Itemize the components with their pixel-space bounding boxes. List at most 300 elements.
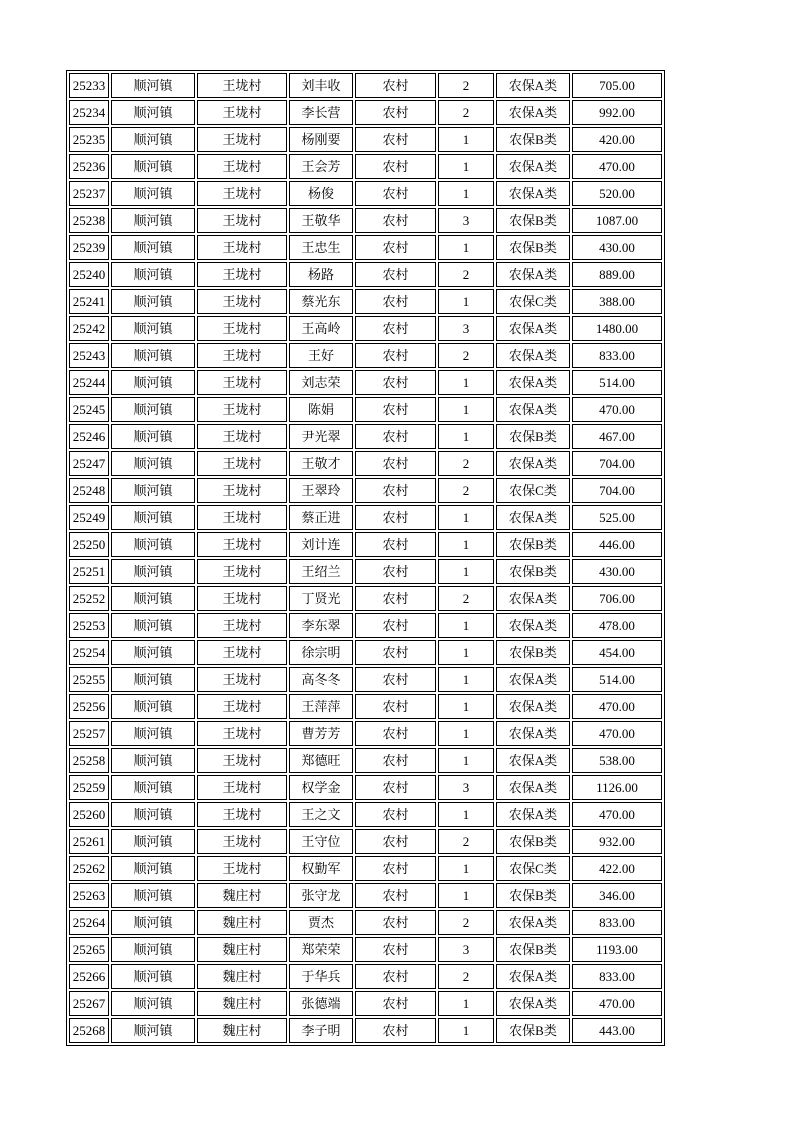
insurance-category-cell: 农保B类 xyxy=(496,235,570,260)
record-number-cell: 25246 xyxy=(69,424,109,449)
amount-cell: 889.00 xyxy=(572,262,662,287)
village-cell: 魏庄村 xyxy=(197,991,287,1016)
insurance-category-cell: 农保A类 xyxy=(496,262,570,287)
village-cell: 王垅村 xyxy=(197,802,287,827)
insurance-category-cell: 农保A类 xyxy=(496,721,570,746)
table-row xyxy=(69,937,662,962)
amount-cell: 430.00 xyxy=(572,235,662,260)
person-count-cell: 1 xyxy=(438,694,494,719)
record-number-cell: 25250 xyxy=(69,532,109,557)
village-cell: 王垅村 xyxy=(197,451,287,476)
town-cell: 顺河镇 xyxy=(111,640,195,665)
amount-cell: 470.00 xyxy=(572,694,662,719)
table-row xyxy=(69,316,662,341)
person-name-cell: 王敬华 xyxy=(289,208,353,233)
record-number-cell: 25258 xyxy=(69,748,109,773)
person-name-cell: 王绍兰 xyxy=(289,559,353,584)
village-cell: 王垅村 xyxy=(197,505,287,530)
table-row xyxy=(69,262,662,287)
town-cell: 顺河镇 xyxy=(111,775,195,800)
person-name-cell: 王守位 xyxy=(289,829,353,854)
insurance-category-cell: 农保C类 xyxy=(496,478,570,503)
person-count-cell: 1 xyxy=(438,640,494,665)
record-number-cell: 25240 xyxy=(69,262,109,287)
town-cell: 顺河镇 xyxy=(111,370,195,395)
town-cell: 顺河镇 xyxy=(111,559,195,584)
person-name-cell: 刘志荣 xyxy=(289,370,353,395)
amount-cell: 520.00 xyxy=(572,181,662,206)
table-row xyxy=(69,73,662,98)
residence-type-cell: 农村 xyxy=(355,73,436,98)
insurance-category-cell: 农保A类 xyxy=(496,964,570,989)
insurance-category-cell: 农保A类 xyxy=(496,397,570,422)
residence-type-cell: 农村 xyxy=(355,559,436,584)
residence-type-cell: 农村 xyxy=(355,1018,436,1043)
record-number-cell: 25256 xyxy=(69,694,109,719)
record-number-cell: 25262 xyxy=(69,856,109,881)
insurance-category-cell: 农保B类 xyxy=(496,208,570,233)
amount-cell: 422.00 xyxy=(572,856,662,881)
person-count-cell: 2 xyxy=(438,586,494,611)
person-name-cell: 张德端 xyxy=(289,991,353,1016)
record-number-cell: 25241 xyxy=(69,289,109,314)
insurance-category-cell: 农保A类 xyxy=(496,505,570,530)
residence-type-cell: 农村 xyxy=(355,640,436,665)
village-cell: 王垅村 xyxy=(197,181,287,206)
person-count-cell: 1 xyxy=(438,424,494,449)
insurance-category-cell: 农保A类 xyxy=(496,316,570,341)
residence-type-cell: 农村 xyxy=(355,316,436,341)
town-cell: 顺河镇 xyxy=(111,1018,195,1043)
amount-cell: 704.00 xyxy=(572,478,662,503)
person-count-cell: 2 xyxy=(438,73,494,98)
person-name-cell: 杨刚要 xyxy=(289,127,353,152)
table-row xyxy=(69,694,662,719)
insurance-category-cell: 农保B类 xyxy=(496,640,570,665)
town-cell: 顺河镇 xyxy=(111,937,195,962)
insurance-category-cell: 农保A类 xyxy=(496,991,570,1016)
residence-type-cell: 农村 xyxy=(355,991,436,1016)
amount-cell: 346.00 xyxy=(572,883,662,908)
residence-type-cell: 农村 xyxy=(355,154,436,179)
amount-cell: 705.00 xyxy=(572,73,662,98)
table-row xyxy=(69,478,662,503)
person-count-cell: 1 xyxy=(438,721,494,746)
person-name-cell: 王之文 xyxy=(289,802,353,827)
village-cell: 王垅村 xyxy=(197,856,287,881)
record-number-cell: 25235 xyxy=(69,127,109,152)
person-count-cell: 2 xyxy=(438,343,494,368)
record-number-cell: 25257 xyxy=(69,721,109,746)
record-number-cell: 25239 xyxy=(69,235,109,260)
residence-type-cell: 农村 xyxy=(355,775,436,800)
residence-type-cell: 农村 xyxy=(355,586,436,611)
village-cell: 魏庄村 xyxy=(197,964,287,989)
person-count-cell: 3 xyxy=(438,208,494,233)
village-cell: 王垅村 xyxy=(197,478,287,503)
amount-cell: 1087.00 xyxy=(572,208,662,233)
town-cell: 顺河镇 xyxy=(111,802,195,827)
table-row xyxy=(69,343,662,368)
village-cell: 王垅村 xyxy=(197,235,287,260)
table-row xyxy=(69,127,662,152)
town-cell: 顺河镇 xyxy=(111,154,195,179)
record-number-cell: 25260 xyxy=(69,802,109,827)
insurance-category-cell: 农保A类 xyxy=(496,667,570,692)
record-number-cell: 25254 xyxy=(69,640,109,665)
amount-cell: 430.00 xyxy=(572,559,662,584)
person-name-cell: 王会芳 xyxy=(289,154,353,179)
amount-cell: 470.00 xyxy=(572,802,662,827)
amount-cell: 470.00 xyxy=(572,154,662,179)
person-count-cell: 2 xyxy=(438,910,494,935)
residence-type-cell: 农村 xyxy=(355,667,436,692)
person-name-cell: 蔡正进 xyxy=(289,505,353,530)
insurance-category-cell: 农保B类 xyxy=(496,1018,570,1043)
table-row xyxy=(69,100,662,125)
insurance-category-cell: 农保B类 xyxy=(496,883,570,908)
amount-cell: 833.00 xyxy=(572,964,662,989)
table-row xyxy=(69,181,662,206)
record-number-cell: 25243 xyxy=(69,343,109,368)
amount-cell: 446.00 xyxy=(572,532,662,557)
town-cell: 顺河镇 xyxy=(111,964,195,989)
town-cell: 顺河镇 xyxy=(111,208,195,233)
person-count-cell: 2 xyxy=(438,478,494,503)
village-cell: 魏庄村 xyxy=(197,937,287,962)
record-number-cell: 25261 xyxy=(69,829,109,854)
amount-cell: 833.00 xyxy=(572,343,662,368)
insurance-category-cell: 农保C类 xyxy=(496,856,570,881)
residence-type-cell: 农村 xyxy=(355,343,436,368)
record-number-cell: 25234 xyxy=(69,100,109,125)
person-name-cell: 权学金 xyxy=(289,775,353,800)
insurance-category-cell: 农保A类 xyxy=(496,775,570,800)
table-row xyxy=(69,667,662,692)
village-cell: 王垅村 xyxy=(197,748,287,773)
insurance-category-cell: 农保A类 xyxy=(496,73,570,98)
town-cell: 顺河镇 xyxy=(111,451,195,476)
town-cell: 顺河镇 xyxy=(111,694,195,719)
person-count-cell: 3 xyxy=(438,316,494,341)
table-row xyxy=(69,235,662,260)
person-count-cell: 1 xyxy=(438,532,494,557)
record-number-cell: 25263 xyxy=(69,883,109,908)
person-name-cell: 刘丰收 xyxy=(289,73,353,98)
town-cell: 顺河镇 xyxy=(111,586,195,611)
village-cell: 王垅村 xyxy=(197,532,287,557)
person-count-cell: 2 xyxy=(438,829,494,854)
person-count-cell: 1 xyxy=(438,613,494,638)
town-cell: 顺河镇 xyxy=(111,478,195,503)
amount-cell: 932.00 xyxy=(572,829,662,854)
insurance-category-cell: 农保C类 xyxy=(496,289,570,314)
residence-type-cell: 农村 xyxy=(355,613,436,638)
village-cell: 王垅村 xyxy=(197,370,287,395)
table-row xyxy=(69,991,662,1016)
village-cell: 王垅村 xyxy=(197,667,287,692)
village-cell: 王垅村 xyxy=(197,262,287,287)
town-cell: 顺河镇 xyxy=(111,613,195,638)
table-row xyxy=(69,154,662,179)
person-count-cell: 1 xyxy=(438,1018,494,1043)
town-cell: 顺河镇 xyxy=(111,289,195,314)
record-number-cell: 25248 xyxy=(69,478,109,503)
person-name-cell: 于华兵 xyxy=(289,964,353,989)
person-name-cell: 郑荣荣 xyxy=(289,937,353,962)
town-cell: 顺河镇 xyxy=(111,181,195,206)
residence-type-cell: 农村 xyxy=(355,181,436,206)
person-name-cell: 杨俊 xyxy=(289,181,353,206)
residence-type-cell: 农村 xyxy=(355,829,436,854)
residence-type-cell: 农村 xyxy=(355,262,436,287)
record-number-cell: 25233 xyxy=(69,73,109,98)
amount-cell: 525.00 xyxy=(572,505,662,530)
village-cell: 王垅村 xyxy=(197,721,287,746)
person-count-cell: 2 xyxy=(438,262,494,287)
village-cell: 王垅村 xyxy=(197,100,287,125)
table-row xyxy=(69,964,662,989)
amount-cell: 704.00 xyxy=(572,451,662,476)
person-count-cell: 1 xyxy=(438,181,494,206)
table-row xyxy=(69,451,662,476)
person-count-cell: 3 xyxy=(438,937,494,962)
person-count-cell: 1 xyxy=(438,127,494,152)
record-number-cell: 25252 xyxy=(69,586,109,611)
insurance-category-cell: 农保B类 xyxy=(496,532,570,557)
village-cell: 王垅村 xyxy=(197,613,287,638)
amount-cell: 470.00 xyxy=(572,397,662,422)
person-name-cell: 李长营 xyxy=(289,100,353,125)
town-cell: 顺河镇 xyxy=(111,262,195,287)
amount-cell: 388.00 xyxy=(572,289,662,314)
person-name-cell: 丁贤光 xyxy=(289,586,353,611)
insurance-category-cell: 农保B类 xyxy=(496,424,570,449)
insurance-category-cell: 农保A类 xyxy=(496,586,570,611)
insurance-category-cell: 农保A类 xyxy=(496,343,570,368)
residence-type-cell: 农村 xyxy=(355,721,436,746)
residence-type-cell: 农村 xyxy=(355,127,436,152)
town-cell: 顺河镇 xyxy=(111,100,195,125)
residence-type-cell: 农村 xyxy=(355,370,436,395)
record-number-cell: 25251 xyxy=(69,559,109,584)
table-row xyxy=(69,505,662,530)
record-number-cell: 25247 xyxy=(69,451,109,476)
insurance-category-cell: 农保A类 xyxy=(496,451,570,476)
amount-cell: 470.00 xyxy=(572,721,662,746)
village-cell: 王垅村 xyxy=(197,829,287,854)
residence-type-cell: 农村 xyxy=(355,424,436,449)
insurance-category-cell: 农保A类 xyxy=(496,802,570,827)
town-cell: 顺河镇 xyxy=(111,343,195,368)
insurance-category-cell: 农保A类 xyxy=(496,370,570,395)
amount-cell: 1126.00 xyxy=(572,775,662,800)
residence-type-cell: 农村 xyxy=(355,937,436,962)
person-name-cell: 王萍萍 xyxy=(289,694,353,719)
amount-cell: 706.00 xyxy=(572,586,662,611)
table-row xyxy=(69,397,662,422)
table-row xyxy=(69,802,662,827)
town-cell: 顺河镇 xyxy=(111,424,195,449)
person-count-cell: 1 xyxy=(438,505,494,530)
record-number-cell: 25266 xyxy=(69,964,109,989)
table-row xyxy=(69,883,662,908)
table-row xyxy=(69,829,662,854)
amount-cell: 443.00 xyxy=(572,1018,662,1043)
village-cell: 王垅村 xyxy=(197,154,287,179)
person-name-cell: 王敬才 xyxy=(289,451,353,476)
table-row xyxy=(69,856,662,881)
person-name-cell: 徐宗明 xyxy=(289,640,353,665)
person-count-cell: 2 xyxy=(438,100,494,125)
amount-cell: 420.00 xyxy=(572,127,662,152)
residence-type-cell: 农村 xyxy=(355,532,436,557)
insurance-category-cell: 农保A类 xyxy=(496,613,570,638)
residence-type-cell: 农村 xyxy=(355,397,436,422)
record-number-cell: 25236 xyxy=(69,154,109,179)
village-cell: 王垅村 xyxy=(197,208,287,233)
person-name-cell: 尹光翠 xyxy=(289,424,353,449)
village-cell: 王垅村 xyxy=(197,73,287,98)
person-count-cell: 1 xyxy=(438,289,494,314)
record-number-cell: 25237 xyxy=(69,181,109,206)
town-cell: 顺河镇 xyxy=(111,667,195,692)
village-cell: 王垅村 xyxy=(197,289,287,314)
insurance-category-cell: 农保A类 xyxy=(496,100,570,125)
village-cell: 王垅村 xyxy=(197,343,287,368)
person-name-cell: 曹芳芳 xyxy=(289,721,353,746)
residence-type-cell: 农村 xyxy=(355,289,436,314)
person-count-cell: 1 xyxy=(438,370,494,395)
person-count-cell: 1 xyxy=(438,667,494,692)
village-cell: 王垅村 xyxy=(197,424,287,449)
person-name-cell: 王翠玲 xyxy=(289,478,353,503)
town-cell: 顺河镇 xyxy=(111,856,195,881)
person-name-cell: 权勤军 xyxy=(289,856,353,881)
record-number-cell: 25259 xyxy=(69,775,109,800)
residence-type-cell: 农村 xyxy=(355,451,436,476)
record-number-cell: 25255 xyxy=(69,667,109,692)
record-number-cell: 25267 xyxy=(69,991,109,1016)
insurance-category-cell: 农保B类 xyxy=(496,127,570,152)
village-cell: 王垅村 xyxy=(197,640,287,665)
table-row xyxy=(69,424,662,449)
person-count-cell: 1 xyxy=(438,154,494,179)
town-cell: 顺河镇 xyxy=(111,748,195,773)
table-row xyxy=(69,721,662,746)
person-name-cell: 张守龙 xyxy=(289,883,353,908)
person-count-cell: 1 xyxy=(438,883,494,908)
person-name-cell: 杨路 xyxy=(289,262,353,287)
residence-type-cell: 农村 xyxy=(355,964,436,989)
record-number-cell: 25242 xyxy=(69,316,109,341)
person-count-cell: 3 xyxy=(438,775,494,800)
table-row xyxy=(69,532,662,557)
person-name-cell: 蔡光东 xyxy=(289,289,353,314)
table-row xyxy=(69,370,662,395)
person-name-cell: 郑德旺 xyxy=(289,748,353,773)
person-name-cell: 李子明 xyxy=(289,1018,353,1043)
person-name-cell: 高冬冬 xyxy=(289,667,353,692)
amount-cell: 538.00 xyxy=(572,748,662,773)
person-count-cell: 2 xyxy=(438,451,494,476)
town-cell: 顺河镇 xyxy=(111,397,195,422)
village-cell: 王垅村 xyxy=(197,586,287,611)
village-cell: 王垅村 xyxy=(197,694,287,719)
payment-list-table xyxy=(66,70,665,1046)
residence-type-cell: 农村 xyxy=(355,694,436,719)
residence-type-cell: 农村 xyxy=(355,883,436,908)
table-row xyxy=(69,748,662,773)
amount-cell: 1480.00 xyxy=(572,316,662,341)
amount-cell: 992.00 xyxy=(572,100,662,125)
record-number-cell: 25253 xyxy=(69,613,109,638)
person-count-cell: 1 xyxy=(438,856,494,881)
person-name-cell: 王忠生 xyxy=(289,235,353,260)
village-cell: 王垅村 xyxy=(197,397,287,422)
amount-cell: 514.00 xyxy=(572,370,662,395)
town-cell: 顺河镇 xyxy=(111,235,195,260)
residence-type-cell: 农村 xyxy=(355,802,436,827)
amount-cell: 514.00 xyxy=(572,667,662,692)
residence-type-cell: 农村 xyxy=(355,748,436,773)
town-cell: 顺河镇 xyxy=(111,316,195,341)
person-count-cell: 2 xyxy=(438,964,494,989)
town-cell: 顺河镇 xyxy=(111,910,195,935)
town-cell: 顺河镇 xyxy=(111,73,195,98)
town-cell: 顺河镇 xyxy=(111,829,195,854)
village-cell: 魏庄村 xyxy=(197,1018,287,1043)
insurance-category-cell: 农保B类 xyxy=(496,937,570,962)
amount-cell: 470.00 xyxy=(572,991,662,1016)
town-cell: 顺河镇 xyxy=(111,883,195,908)
residence-type-cell: 农村 xyxy=(355,856,436,881)
table-body xyxy=(69,73,662,1043)
town-cell: 顺河镇 xyxy=(111,721,195,746)
record-number-cell: 25265 xyxy=(69,937,109,962)
table-row xyxy=(69,775,662,800)
table-row xyxy=(69,586,662,611)
amount-cell: 1193.00 xyxy=(572,937,662,962)
amount-cell: 454.00 xyxy=(572,640,662,665)
insurance-category-cell: 农保B类 xyxy=(496,829,570,854)
person-name-cell: 陈娟 xyxy=(289,397,353,422)
person-count-cell: 1 xyxy=(438,235,494,260)
amount-cell: 467.00 xyxy=(572,424,662,449)
insurance-category-cell: 农保A类 xyxy=(496,748,570,773)
town-cell: 顺河镇 xyxy=(111,991,195,1016)
residence-type-cell: 农村 xyxy=(355,100,436,125)
table-row xyxy=(69,559,662,584)
record-number-cell: 25268 xyxy=(69,1018,109,1043)
person-count-cell: 1 xyxy=(438,802,494,827)
amount-cell: 478.00 xyxy=(572,613,662,638)
insurance-category-cell: 农保A类 xyxy=(496,154,570,179)
table-row xyxy=(69,208,662,233)
person-name-cell: 李东翠 xyxy=(289,613,353,638)
record-number-cell: 25244 xyxy=(69,370,109,395)
person-count-cell: 1 xyxy=(438,559,494,584)
insurance-category-cell: 农保B类 xyxy=(496,559,570,584)
record-number-cell: 25238 xyxy=(69,208,109,233)
village-cell: 王垅村 xyxy=(197,127,287,152)
table-row xyxy=(69,613,662,638)
residence-type-cell: 农村 xyxy=(355,208,436,233)
village-cell: 魏庄村 xyxy=(197,883,287,908)
person-name-cell: 刘计连 xyxy=(289,532,353,557)
village-cell: 王垅村 xyxy=(197,316,287,341)
insurance-category-cell: 农保A类 xyxy=(496,181,570,206)
